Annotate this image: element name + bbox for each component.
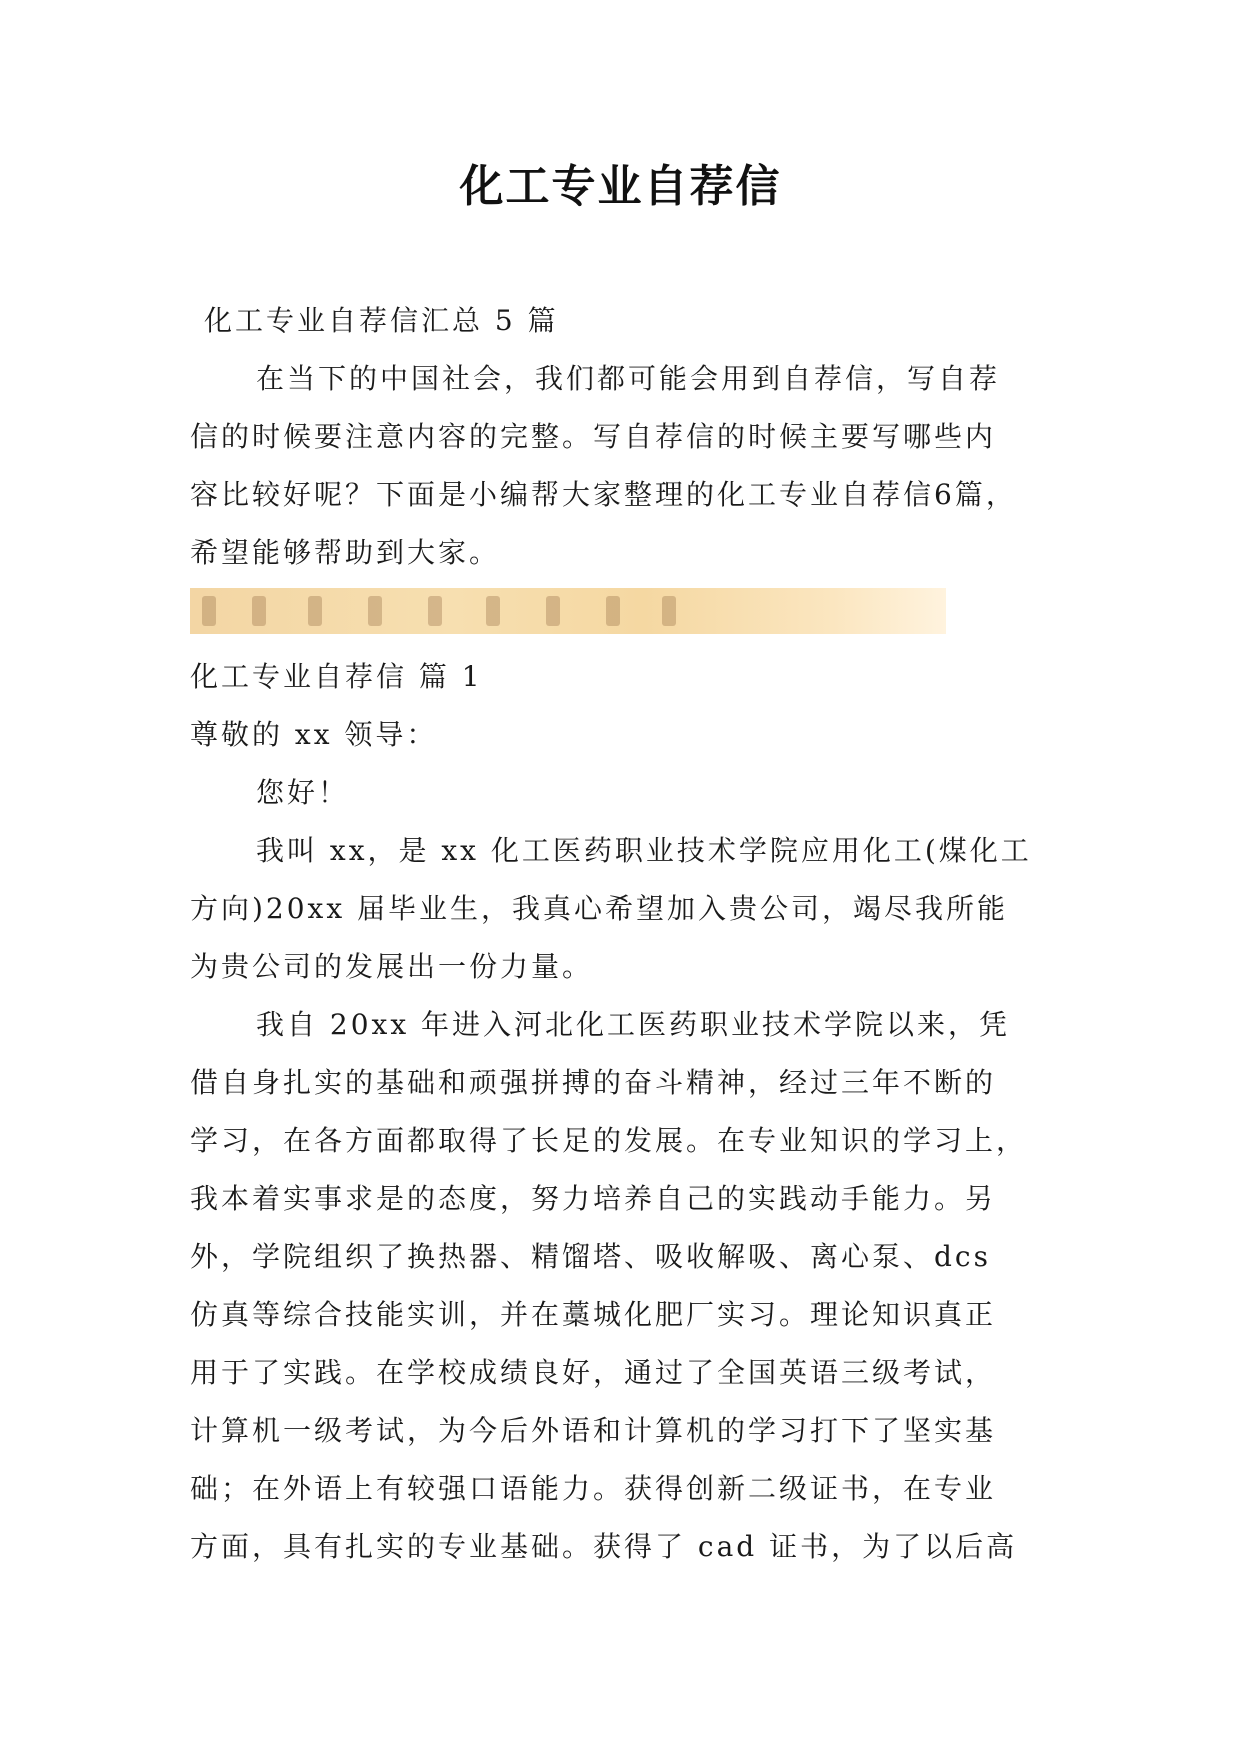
document-subtitle: 化工专业自荐信汇总 5 篇 — [204, 304, 559, 337]
salutation: 尊敬的 xx 领导： — [190, 718, 438, 751]
paragraph-line: 础；在外语上有较强口语能力。获得创新二级证书，在专业 — [190, 1472, 997, 1505]
intro-line: 信的时候要注意内容的完整。写自荐信的时候主要写哪些内 — [190, 420, 997, 453]
paragraph-line: 外，学院组织了换热器、精馏塔、吸收解吸、离心泵、dcs — [190, 1240, 991, 1273]
paragraph-line: 学习，在各方面都取得了长足的发展。在专业知识的学习上， — [190, 1124, 1028, 1157]
section-heading: 化工专业自荐信 篇 1 — [190, 660, 483, 693]
paragraph-line: 我本着实事求是的态度，努力培养自己的实践动手能力。另 — [190, 1182, 997, 1215]
paragraph-line: 用于了实践。在学校成绩良好，通过了全国英语三级考试， — [190, 1356, 997, 1389]
paragraph-line: 方向)20xx 届毕业生，我真心希望加入贵公司，竭尽我所能 — [190, 892, 1009, 925]
document-title: 化工专业自荐信 — [459, 161, 782, 212]
paragraph-line: 方面，具有扎实的专业基础。获得了 cad 证书，为了以后高 — [190, 1530, 1018, 1563]
paragraph-line: 计算机一级考试，为今后外语和计算机的学习打下了坚实基 — [190, 1414, 997, 1447]
intro-line: 容比较好呢？下面是小编帮大家整理的化工专业自荐信6篇， — [190, 478, 1017, 511]
document-body — [190, 292, 1060, 1576]
paragraph-line: 为贵公司的发展出一份力量。 — [190, 950, 594, 983]
paragraph-line: 我自 20xx 年进入河北化工医药职业技术学院以来，凭 — [256, 1008, 1011, 1041]
greeting: 您好！ — [256, 776, 350, 809]
paragraph-line: 借自身扎实的基础和顽强拼搏的奋斗精神，经过三年不断的 — [190, 1066, 997, 1099]
decorative-banner-image — [190, 588, 946, 634]
intro-line: 在当下的中国社会，我们都可能会用到自荐信，写自荐 — [256, 362, 1001, 395]
paragraph-line: 我叫 xx，是 xx 化工医药职业技术学院应用化工(煤化工 — [256, 834, 1032, 867]
paragraph-line: 仿真等综合技能实训，并在藁城化肥厂实习。理论知识真正 — [190, 1298, 997, 1331]
intro-line: 希望能够帮助到大家。 — [190, 536, 501, 569]
